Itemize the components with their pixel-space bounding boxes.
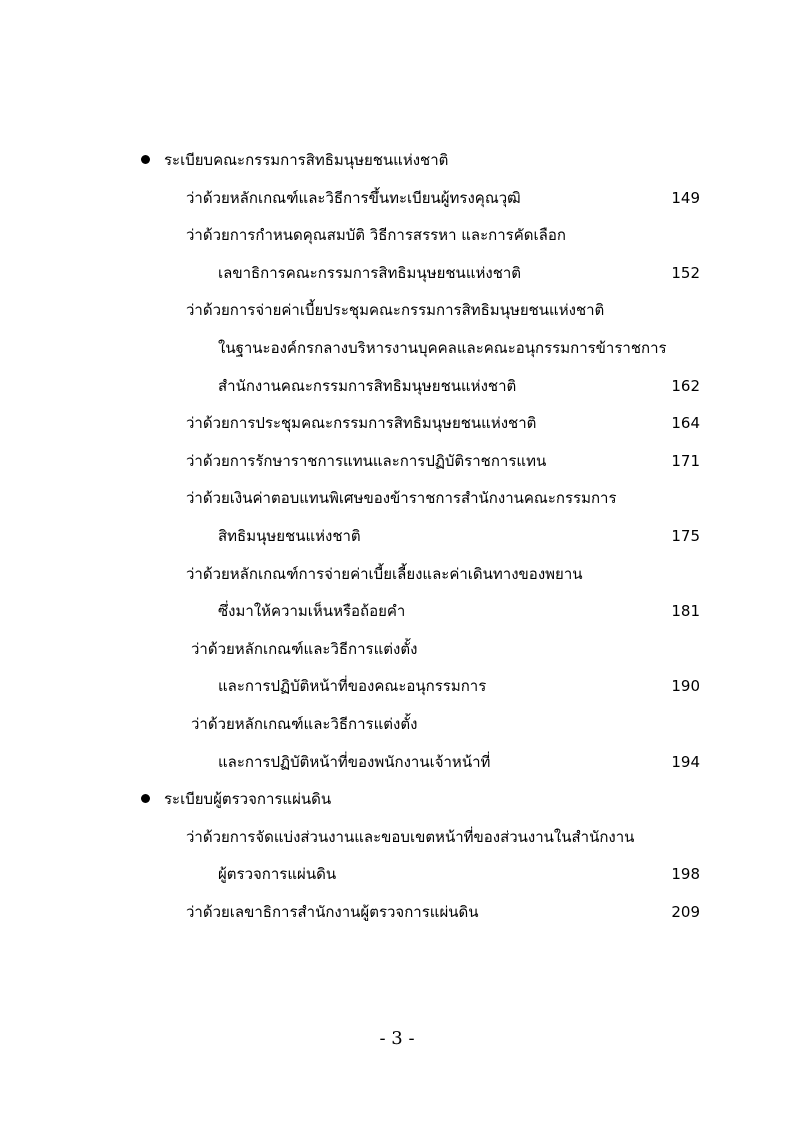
entry-title: ว่าด้วยการกำหนดคุณสมบัติ วิธีการสรรหา และการคัดเลือก	[186, 226, 566, 245]
entry-page-number: 181	[671, 602, 700, 621]
entry-page-number: 190	[671, 677, 700, 696]
entry-title-continuation: และการปฏิบัติหน้าที่ของพนักงานเจ้าหน้าที่	[218, 752, 491, 771]
entry-title: ว่าด้วยการจัดแบ่งส่วนงานและขอบเขตหน้าที่ของส่วนงานในสำนักงาน	[186, 827, 635, 846]
entry-page-number: 194	[671, 752, 700, 771]
entry-page-number: 149	[671, 188, 700, 207]
entry-title: ว่าด้วยเงินค่าตอบแทนพิเศษของข้าราชการสำนักงานคณะกรรมการ	[186, 489, 617, 508]
entry-title: ว่าด้วยหลักเกณฑ์และวิธีการแต่งตั้ง	[191, 715, 418, 733]
entry-page-number: 164	[671, 414, 700, 433]
entry-page-number: 175	[671, 527, 700, 545]
entry-title-continuation: ในฐานะองค์กรกลางบริหารงานบุคคลและคณะอนุกรรมการข้าราชการ	[218, 339, 667, 357]
section-heading: ระเบียบคณะกรรมการสิทธิมนุษยชนแห่งชาติ	[164, 151, 449, 169]
entry-title: ว่าด้วยการประชุมคณะกรรมการสิทธิมนุษยชนแห่งชาติ	[186, 414, 537, 433]
entry-title-continuation: เลขาธิการคณะกรรมการสิทธิมนุษยชนแห่งชาติ	[218, 263, 522, 282]
section-bullet-icon	[141, 155, 150, 164]
entry-title: ว่าด้วยหลักเกณฑ์การจ่ายค่าเบี้ยเลี้ยงและค่าเดินทางของพยาน	[186, 564, 583, 583]
entry-title-continuation: ผู้ตรวจการแผ่นดิน	[218, 865, 337, 884]
entry-title-continuation: สำนักงานคณะกรรมการสิทธิมนุษยชนแห่งชาติ	[218, 376, 517, 395]
entry-title-continuation: ซึ่งมาให้ความเห็นหรือถ้อยคำ	[218, 602, 406, 621]
page-number-footer: - 3 -	[379, 1028, 415, 1049]
entry-title-continuation: สิทธิมนุษยชนแห่งชาติ	[218, 527, 361, 545]
entry-page-number: 152	[671, 263, 700, 282]
section-bullet-icon	[141, 794, 150, 803]
entry-page-number: 171	[671, 451, 700, 470]
entry-title-continuation: และการปฏิบัติหน้าที่ของคณะอนุกรรมการ	[218, 677, 487, 696]
entry-title: ว่าด้วยการจ่ายค่าเบี้ยประชุมคณะกรรมการสิทธิมนุษยชนแห่งชาติ	[186, 301, 605, 320]
entry-page-number: 198	[671, 865, 700, 884]
entry-title: ว่าด้วยเลขาธิการสำนักงานผู้ตรวจการแผ่นดิน	[186, 903, 479, 921]
entry-title: ว่าด้วยการรักษาราชการแทนและการปฏิบัติราชการแทน	[186, 451, 547, 470]
section-heading: ระเบียบผู้ตรวจการแผ่นดิน	[164, 790, 332, 809]
entry-title: ว่าด้วยหลักเกณฑ์และวิธีการขึ้นทะเบียนผู้ทรงคุณวุฒิ	[186, 188, 521, 207]
entry-page-number: 209	[671, 903, 700, 921]
entry-page-number: 162	[671, 376, 700, 395]
entry-title: ว่าด้วยหลักเกณฑ์และวิธีการแต่งตั้ง	[191, 639, 418, 658]
